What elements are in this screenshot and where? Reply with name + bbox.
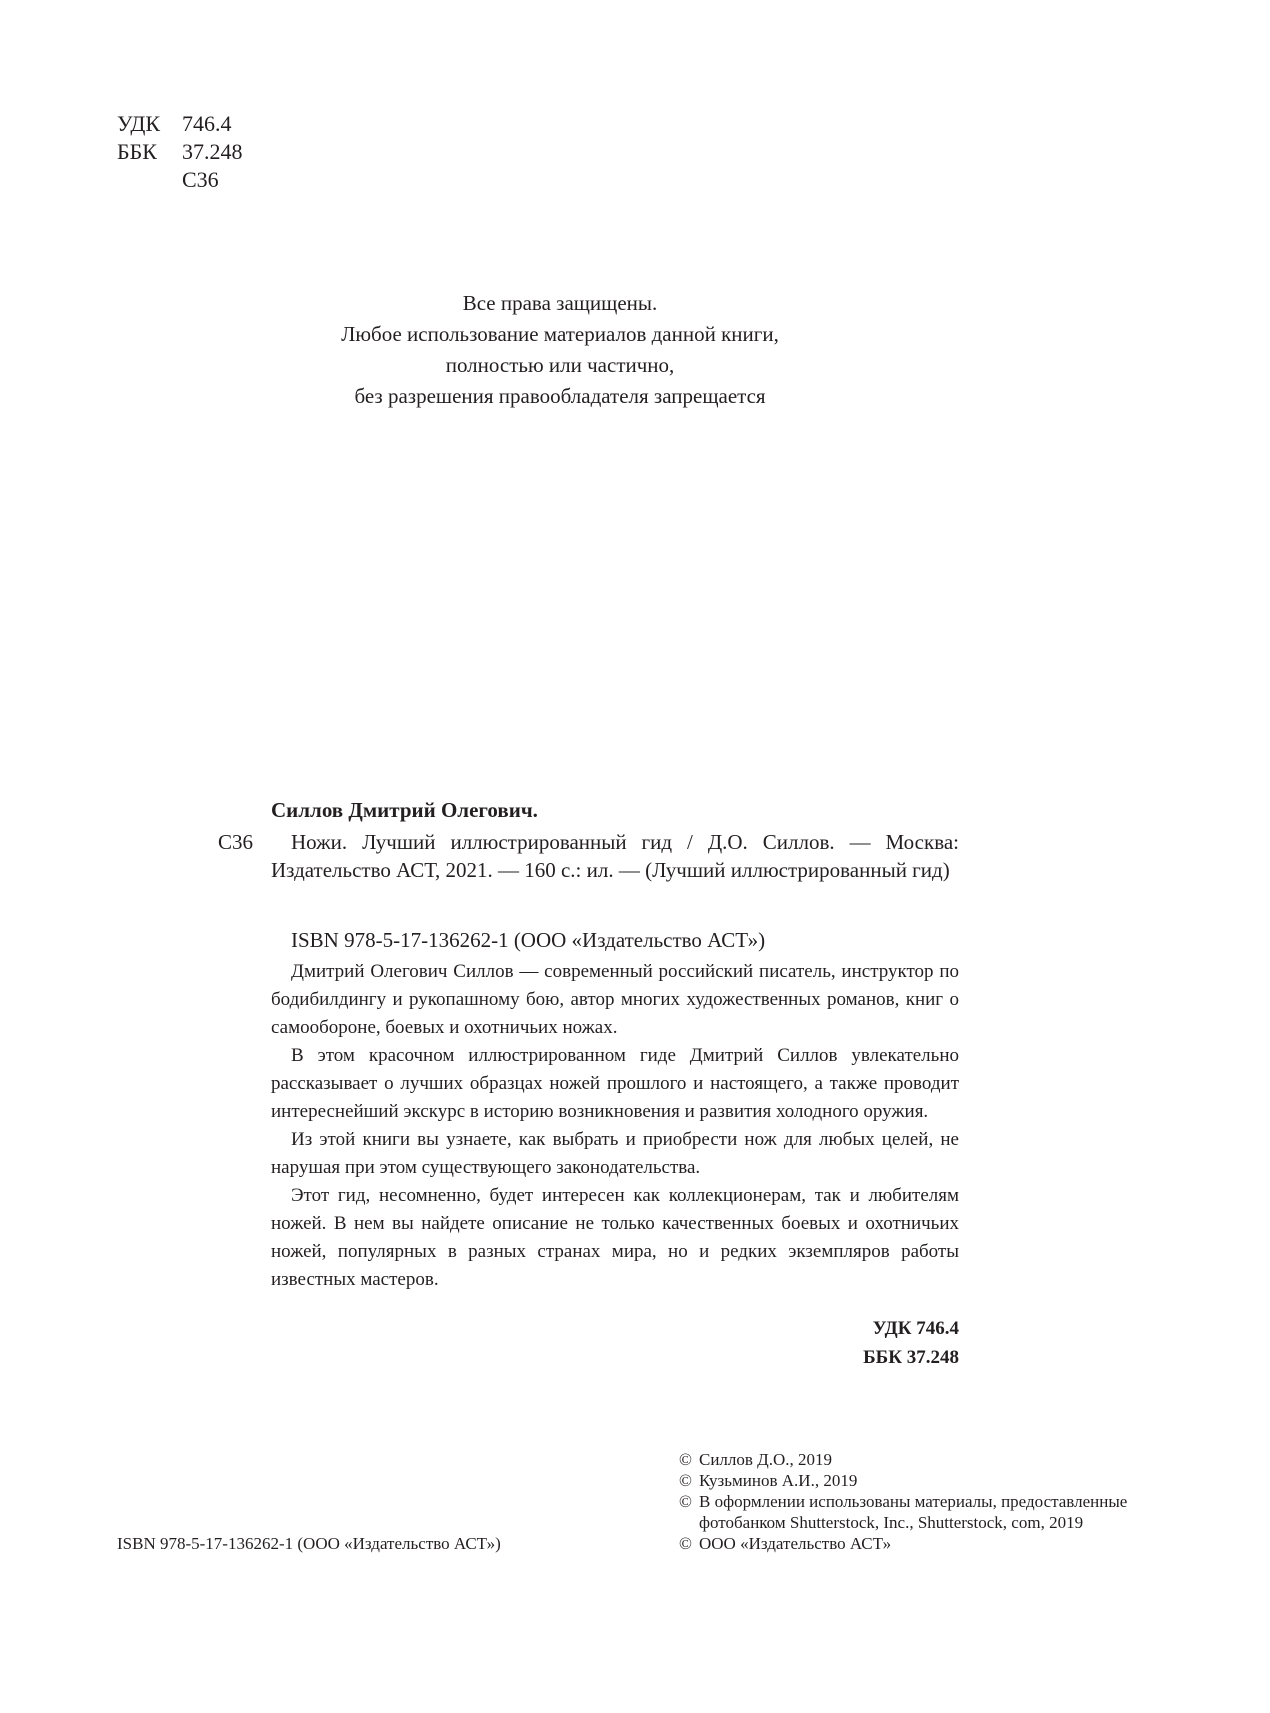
- classification-codes-top: [117, 110, 243, 194]
- bbk-row: [117, 138, 243, 166]
- rights-line-2: Любое использование материалов данной книги,: [341, 322, 779, 346]
- rights-notice: [300, 288, 820, 412]
- copyright-text: В оформлении использованы материалы, предоставленные фотобанком Shutterstock, Inc., Shutterstock, com, 2019: [699, 1492, 1128, 1532]
- bbk-label: ББК: [117, 139, 157, 164]
- isbn-footer: ISBN 978-5-17-136262-1 (ООО «Издательство АСТ»): [117, 1534, 501, 1553]
- copyright-icon: ©: [679, 1492, 692, 1511]
- cutter-code-top: С36: [182, 167, 219, 192]
- annotation-paragraph-2: В этом красочном иллюстрированном гиде Дмитрий Силлов увлекательно рассказывает о лучших образцах ножей прошлого и настоящего, а также проводит интереснейший экскурс в историю возникновения и развития холодного оружия.: [271, 1045, 959, 1122]
- isbn-biblio: ISBN 978-5-17-136262-1 (ООО «Издательство АСТ»): [291, 928, 766, 952]
- annotation-paragraph-4: Этот гид, несомненно, будет интересен как коллекционерам, так и любителям ножей. В нем вы найдете описание не только качественных боевых и охотничьих ножей, популярных в разных странах мира, но и редких экземпляров работы известных мастеров.: [271, 1185, 959, 1290]
- copyright-icon: ©: [679, 1534, 692, 1553]
- bbk-value: 37.248: [182, 139, 243, 164]
- rights-line-3: полностью или частично,: [445, 353, 675, 377]
- udk-row: [117, 110, 243, 138]
- bibliographic-description: Ножи. Лучший иллюстрированный гид / Д.О. Силлов. — Москва: Издательство АСТ, 2021. — 160 с.: ил. — (Лучший иллюстрированный гид): [271, 830, 959, 882]
- cutter-code-biblio: С36: [218, 830, 254, 854]
- author-heading: Силлов Дмитрий Олегович.: [271, 798, 538, 822]
- copyright-icon: ©: [679, 1450, 692, 1469]
- annotation-paragraph-3: Из этой книги вы узнаете, как выбрать и приобрести нож для любых целей, не нарушая при этом существующего законодательства.: [271, 1129, 959, 1178]
- copyright-item: [679, 1470, 1199, 1491]
- udk-value: 746.4: [182, 111, 232, 136]
- copyright-text: ООО «Издательство АСТ»: [699, 1534, 892, 1553]
- bbk-code-bottom: ББК 37.248: [863, 1347, 959, 1368]
- udk-code-bottom: УДК 746.4: [872, 1318, 959, 1339]
- annotation-paragraph-1: Дмитрий Олегович Силлов — современный российский писатель, инструктор по бодибилдингу и рукопашному бою, автор многих художественных романов, книг о самообороне, боевых и охотничьих ножах.: [271, 961, 959, 1038]
- copyright-item: [679, 1491, 1199, 1533]
- rights-line-4: без разрешения правообладателя запрещается: [354, 384, 766, 408]
- copyright-list: [679, 1449, 1199, 1554]
- classification-codes-bottom: [863, 1314, 959, 1372]
- annotation: [271, 958, 959, 1294]
- copyright-icon: ©: [679, 1471, 692, 1490]
- copyright-item: [679, 1449, 1199, 1470]
- rights-line-1: Все права защищены.: [462, 291, 658, 315]
- copyright-text: Силлов Д.О., 2019: [699, 1450, 833, 1469]
- copyright-text: Кузьминов А.И., 2019: [699, 1471, 858, 1490]
- udk-label: УДК: [117, 111, 161, 136]
- copyright-item: [679, 1533, 1199, 1554]
